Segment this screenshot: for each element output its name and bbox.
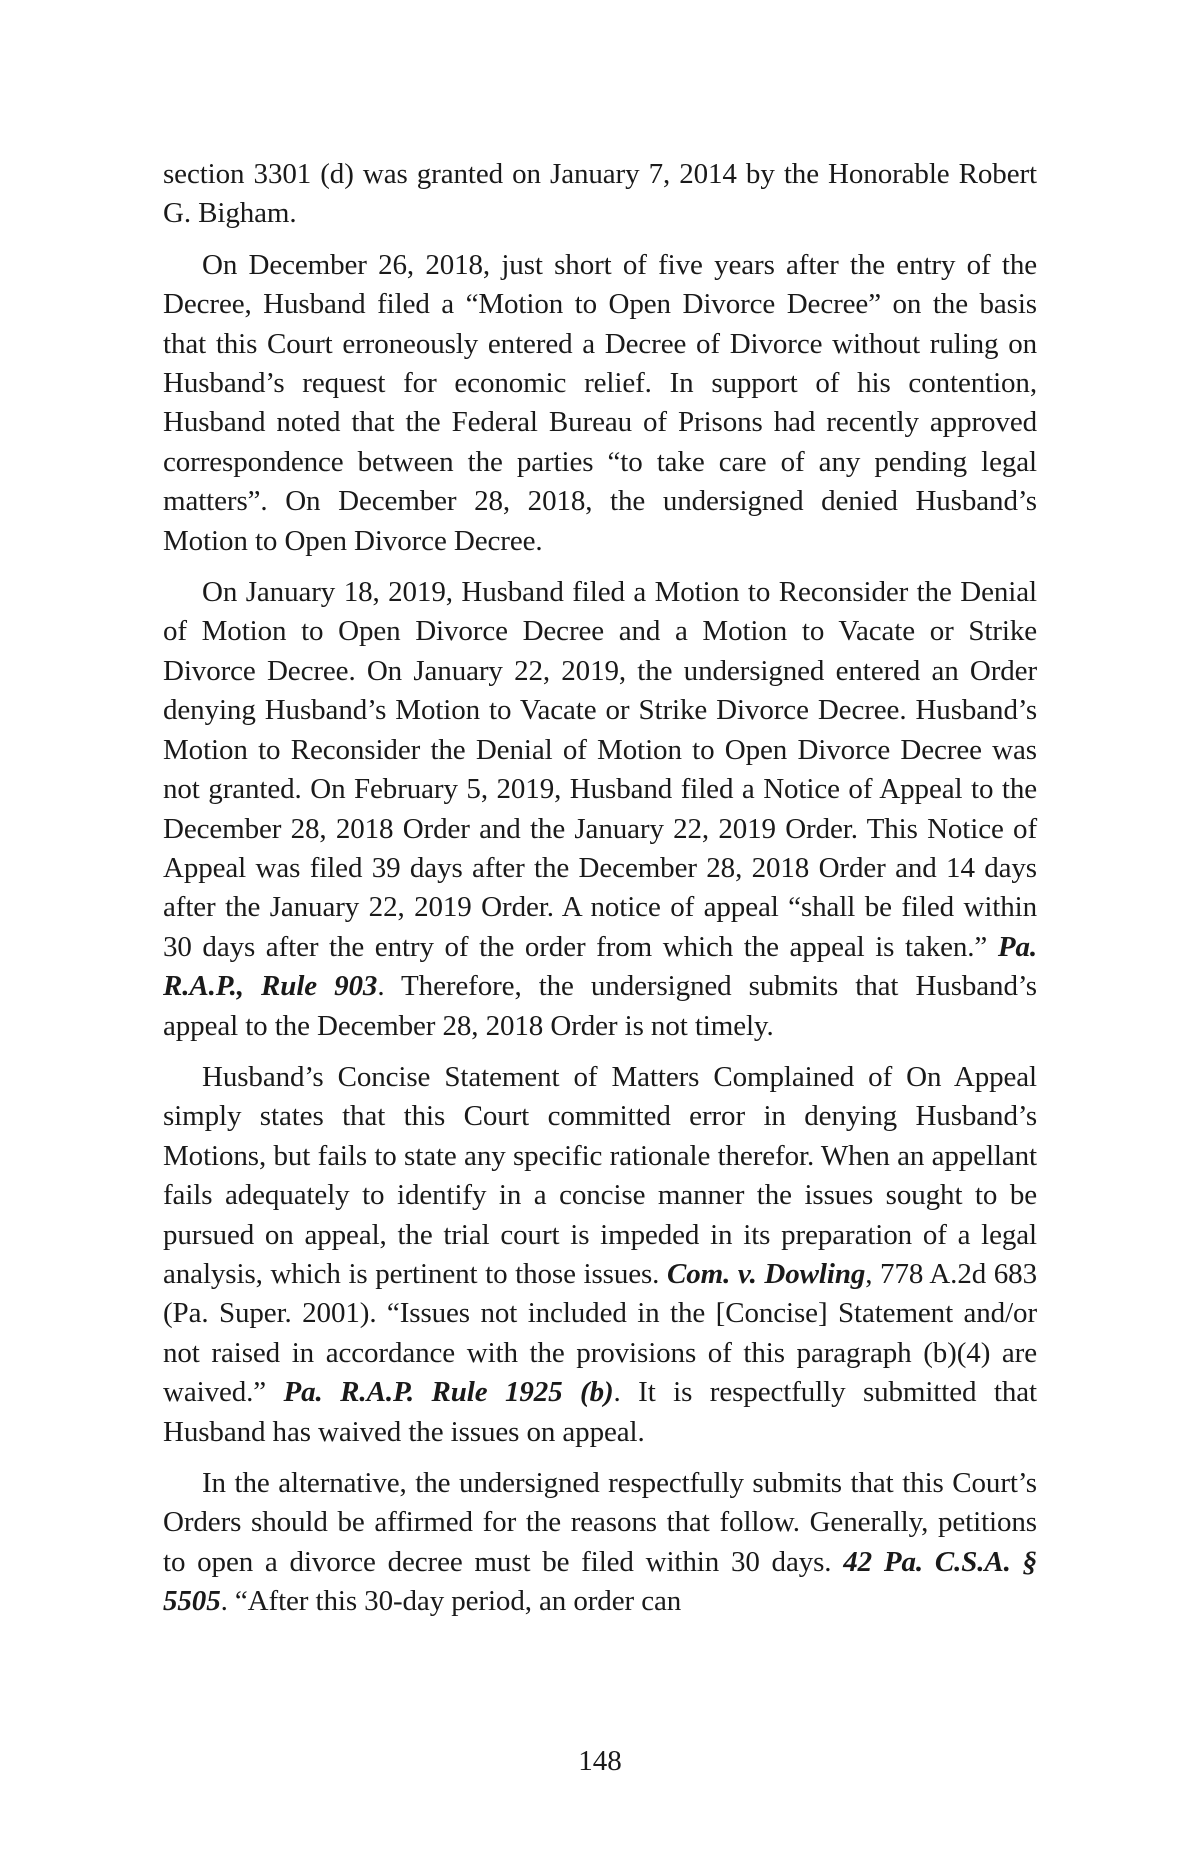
paragraph-text: . Therefore, the undersigned submits that Husband’s appeal to the December 28, 2018 Order is not timely.	[163, 970, 1037, 1042]
paragraph-4	[163, 1058, 1037, 1452]
paragraph-text: section 3301 (d) was granted on January 7, 2014 by the Honorable Robert G. Bigham.	[163, 158, 1037, 230]
paragraph-text: . It is respectfully submitted that Husband has waived the issues on appeal.	[163, 1376, 1037, 1448]
citation-rule-903: Pa. R.A.P., Rule 903	[163, 930, 1037, 1003]
paragraph-3	[163, 573, 1037, 1046]
paragraph-text: . “After this 30-day period, an order can	[220, 1585, 682, 1618]
paragraph-1	[163, 155, 1037, 234]
citation-com-v-dowling: Com. v. Dowling	[667, 1257, 866, 1290]
paragraph-5	[163, 1464, 1037, 1622]
paragraph-text: On January 18, 2019, Husband filed a Motion to Reconsider the Denial of Motion to Open Divorce Decree and a Motion to Vacate or Strike Divorce Decree. On January 22, 2019, the undersigned entered an Order denying Husband’s Motion to Vacate or Strike Divorce Decree. Husband’s Motion to Reconsider the Denial of Motion to Open Divorce Decree was not granted. On February 5, 2019, Husband filed a Notice of Appeal to the December 28, 2018 Order and the January 22, 2019 Order. This Notice of Appeal was filed 39 days after the December 28, 2018 Order and 14 days after the January 22, 2019 Order. A notice of appeal “shall be filed within 30 days after the entry of the order from which the appeal is taken.”	[163, 576, 1037, 963]
paragraph-text: , 778 A.2d 683 (Pa. Super. 2001). “Issues not included in the [Concise] Statement and/or not raised in accordance with the provisions of this paragraph (b)(4) are waived.”	[163, 1257, 1037, 1409]
paragraph-text: In the alternative, the undersigned respectfully submits that this Court’s Orders should be affirmed for the reasons that follow. Generally, petitions to open a divorce decree must be filed within 30 days.	[163, 1467, 1037, 1578]
paragraph-text: Husband’s Concise Statement of Matters Complained of On Appeal simply states that this Court committed error in denying Husband’s Motions, but fails to state any specific rationale therefor. When an appellant fails adequately to identify in a concise manner the issues sought to be pursued on appeal, the trial court is impeded in its preparation of a legal analysis, which is pertinent to those issues.	[163, 1060, 1037, 1290]
page-number: 148	[578, 1745, 622, 1777]
paragraph-2	[163, 246, 1037, 561]
citation-42-pa-csa-5505: 42 Pa. C.S.A. § 5505	[163, 1545, 1037, 1618]
document-body	[163, 155, 1037, 1634]
paragraph-text: On December 26, 2018, just short of five years after the entry of the Decree, Husband filed a “Motion to Open Divorce Decree” on the basis that this Court erroneously entered a Decree of Divorce without ruling on Husband’s request for economic relief. In support of his contention, Husband noted that the Federal Bureau of Prisons had recently approved correspondence between the parties “to take care of any pending legal matters”. On December 28, 2018, the undersigned denied Husband’s Motion to Open Divorce Decree.	[163, 248, 1037, 557]
citation-rule-1925b: Pa. R.A.P. Rule 1925 (b)	[283, 1376, 614, 1409]
